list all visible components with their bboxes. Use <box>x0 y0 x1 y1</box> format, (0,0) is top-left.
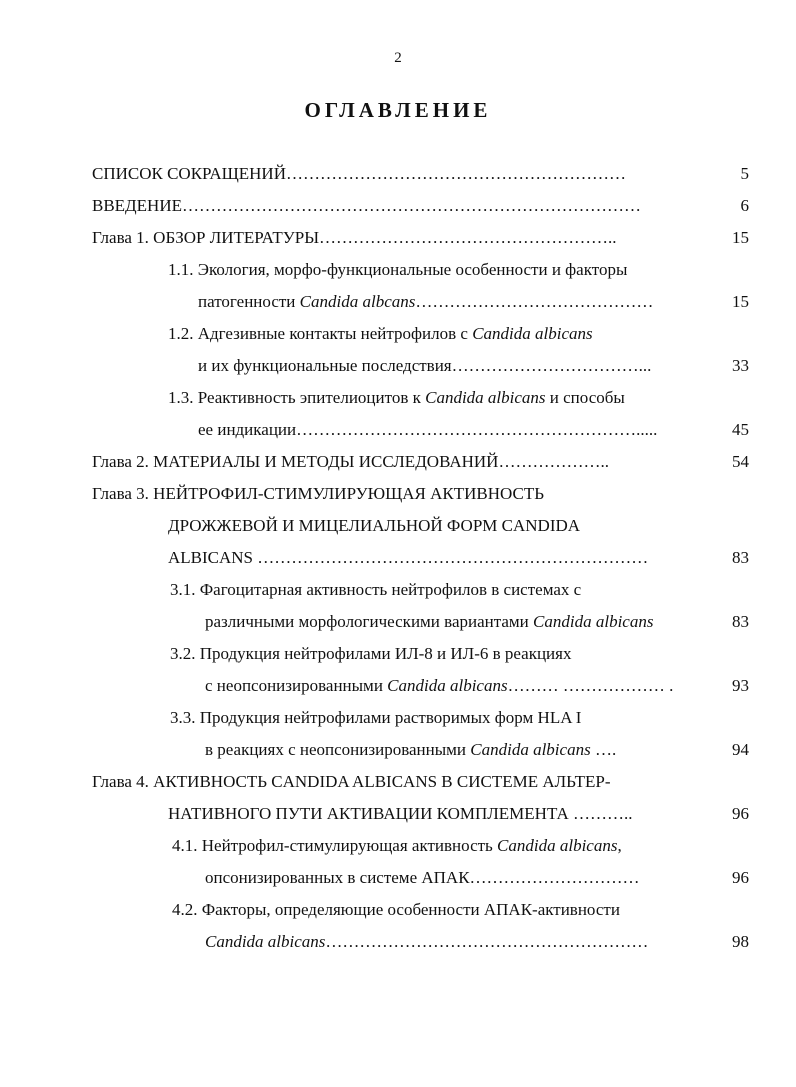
toc-leader: …………………………………… <box>415 292 654 311</box>
toc-entry-text: 1.2. Адгезивные контакты нейтрофилов с <box>168 324 473 343</box>
toc-entry-text: 3.2. Продукция нейтрофилами ИЛ-8 и ИЛ-6 в реакциях <box>170 644 572 663</box>
toc-leader: …. <box>590 740 617 759</box>
toc-entry <box>170 576 710 604</box>
organism-name: Candida albicans <box>387 676 508 695</box>
toc-entry <box>92 192 704 220</box>
toc-entry-text: , <box>617 836 622 855</box>
organism-name: Candida albicans <box>205 932 326 951</box>
toc-entry <box>172 896 712 924</box>
toc-entry-text: ДРОЖЖЕВОЙ И МИЦЕЛИАЛЬНОЙ ФОРМ CANDIDA <box>168 516 581 535</box>
toc-page-number: 5 <box>740 164 749 183</box>
toc-entry <box>205 736 705 764</box>
toc-entry <box>168 384 708 412</box>
toc-page-number: 15 <box>732 292 749 311</box>
toc-page-number: 15 <box>732 228 749 247</box>
toc-page-number: 45 <box>732 420 749 439</box>
toc-entry-text: патогенности <box>198 292 300 311</box>
organism-name: Candida albicans <box>425 388 546 407</box>
toc-entry <box>168 320 708 348</box>
toc-page-number: 94 <box>732 740 749 759</box>
toc-entry <box>205 864 705 892</box>
toc-entry-text: 3.1. Фагоцитарная активность нейтрофилов в системах с <box>170 580 582 599</box>
toc-entry-text: различными морфологическими вариантами <box>205 612 534 631</box>
toc-entry-text: ВВЕДЕНИЕ……………………………………………………………………… <box>92 196 641 215</box>
toc-entry-text: СПИСОК СОКРАЩЕНИЙ…………………………………………………… <box>92 164 626 183</box>
toc-entry <box>170 704 710 732</box>
toc-entry <box>168 800 708 828</box>
toc-entry <box>205 928 705 956</box>
organism-name: Candida albicans <box>533 612 654 631</box>
toc-entry-text: и способы <box>545 388 625 407</box>
toc-page-number: 54 <box>732 452 749 471</box>
toc-entry <box>198 288 703 316</box>
toc-entry <box>172 832 712 860</box>
toc-page-number: 6 <box>740 196 749 215</box>
toc-leader: ………………………………………………… <box>325 932 649 951</box>
toc-entry-text: 1.1. Экология, морфо-функциональные особенности и факторы <box>168 260 628 279</box>
toc-entry <box>92 448 704 476</box>
toc-entry <box>92 160 704 188</box>
toc-entry-text: Глава 3. НЕЙТРОФИЛ-СТИМУЛИРУЮЩАЯ АКТИВНОСТЬ <box>92 484 545 503</box>
toc-entry <box>198 416 703 444</box>
toc-page-number: 93 <box>732 676 749 695</box>
toc-entry-text: и их функциональные последствия……………………………... <box>198 356 652 375</box>
organism-name: Candida albicans <box>472 324 593 343</box>
toc-page-number: 83 <box>732 612 749 631</box>
page-title: ОГЛАВЛЕНИЕ <box>304 98 492 122</box>
toc-page-number: 98 <box>732 932 749 951</box>
toc-entry-text: НАТИВНОГО ПУТИ АКТИВАЦИИ КОМПЛЕМЕНТА ……….. <box>168 804 633 823</box>
toc-page-number: 96 <box>732 868 749 887</box>
toc-entry-text: Глава 1. ОБЗОР ЛИТЕРАТУРЫ…………………………………………….. <box>92 228 617 247</box>
toc-entry <box>170 640 710 668</box>
toc-entry-text: 4.2. Факторы, определяющие особенности АПАК-активности <box>172 900 620 919</box>
toc-entry <box>168 256 708 284</box>
toc-entry-text: ALBICANS …………………………………………………………… <box>168 548 649 567</box>
toc-entry-text: с неопсонизированными <box>205 676 388 695</box>
toc-entry-text: 1.3. Реактивность эпителиоцитов к <box>168 388 426 407</box>
toc-entry <box>168 512 708 540</box>
toc-entry-text: 4.1. Нейтрофил-стимулирующая активность <box>172 836 498 855</box>
toc-entry-text: Глава 2. МАТЕРИАЛЫ И МЕТОДЫ ИССЛЕДОВАНИЙ……………….. <box>92 452 609 471</box>
toc-entry-text: 3.3. Продукция нейтрофилами растворимых форм HLA I <box>170 708 582 727</box>
organism-name: Candida albcans <box>299 292 416 311</box>
toc-entry <box>205 672 705 700</box>
toc-entry <box>168 544 703 572</box>
toc-page-number: 96 <box>732 804 749 823</box>
toc-entry-text: Глава 4. АКТИВНОСТЬ CANDIDA ALBICANS В СИСТЕМЕ АЛЬТЕР- <box>92 772 611 791</box>
toc-entry <box>92 480 704 508</box>
toc-entry-text: в реакциях с неопсонизированными <box>205 740 471 759</box>
toc-page-number: 33 <box>732 356 749 375</box>
page-number: 2 <box>394 50 402 66</box>
toc-entry <box>198 352 703 380</box>
toc-entry <box>205 608 705 636</box>
toc-leader: ……… ……………… . <box>507 676 674 695</box>
organism-name: Candida albicans <box>497 836 618 855</box>
toc-page-number: 83 <box>732 548 749 567</box>
organism-name: Candida albicans <box>470 740 591 759</box>
toc-entry-text: ее индикации……………………………………………………..... <box>198 420 658 439</box>
toc-entry <box>92 768 732 796</box>
toc-entry-text: опсонизированных в системе АПАК………………………… <box>205 868 640 887</box>
toc-entry <box>92 224 704 252</box>
